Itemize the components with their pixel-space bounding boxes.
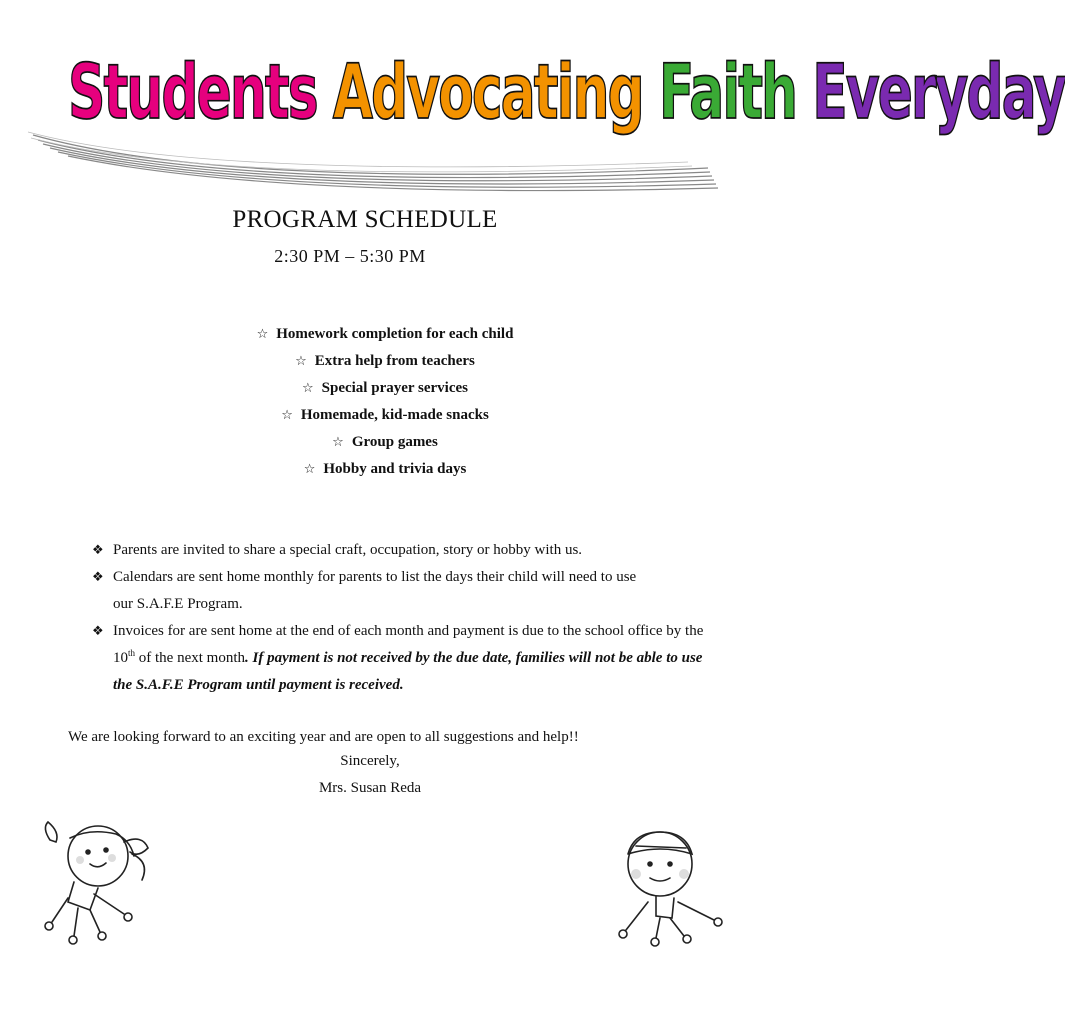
banner-word-4: Everyday xyxy=(812,50,1065,137)
boy-doodle-icon xyxy=(600,826,730,951)
notes-list xyxy=(92,537,732,699)
title-banner xyxy=(28,40,1065,190)
schedule-time: 2:30 PM – 5:30 PM xyxy=(274,246,426,266)
signature: Mrs. Susan Reda xyxy=(318,780,422,796)
list-item: ☆ Special prayer services xyxy=(301,380,468,396)
note-item: ❖ Calendars are sent home monthly for parents to list the days their child will need to use our S.A.F.E Program. xyxy=(92,564,732,618)
activity-list xyxy=(0,323,770,485)
list-item: ☆ Hobby and trivia days xyxy=(303,461,467,477)
closing-message: We are looking forward to an exciting year and are open to all suggestions and help!! xyxy=(68,729,579,745)
list-item: ☆ Group games xyxy=(332,434,438,450)
star-icon: ☆ xyxy=(281,408,293,423)
note-item: ❖ Invoices for are sent home at the end of each month and payment is due to the school office by the 10th of the next month. If payment is not received by the due date, families will not be able to use the S.A.F.E Program until payment is received. xyxy=(92,618,732,699)
banner-word-1: Students xyxy=(68,50,317,137)
list-item: ☆ Extra help from teachers xyxy=(295,353,475,369)
salutation: Sincerely, xyxy=(340,753,400,769)
list-item: ☆ Homework completion for each child xyxy=(256,326,514,342)
banner-word-3: Faith xyxy=(658,50,797,137)
diamond-bullet-icon: ❖ xyxy=(92,543,104,558)
star-icon: ☆ xyxy=(303,462,316,477)
banner-title xyxy=(68,50,1065,137)
girl-doodle-icon xyxy=(38,818,178,948)
star-icon: ☆ xyxy=(295,354,307,369)
note-item: ❖ Parents are invited to share a special craft, occupation, story or hobby with us. xyxy=(92,537,732,564)
star-icon: ☆ xyxy=(256,327,269,342)
schedule-title: PROGRAM SCHEDULE xyxy=(232,206,498,233)
diamond-bullet-icon: ❖ xyxy=(92,624,104,639)
star-icon: ☆ xyxy=(301,381,314,396)
diamond-bullet-icon: ❖ xyxy=(92,570,104,585)
list-item: ☆ Homemade, kid-made snacks xyxy=(281,407,489,423)
banner-word-2: Advocating xyxy=(332,50,643,137)
star-icon: ☆ xyxy=(332,435,344,450)
